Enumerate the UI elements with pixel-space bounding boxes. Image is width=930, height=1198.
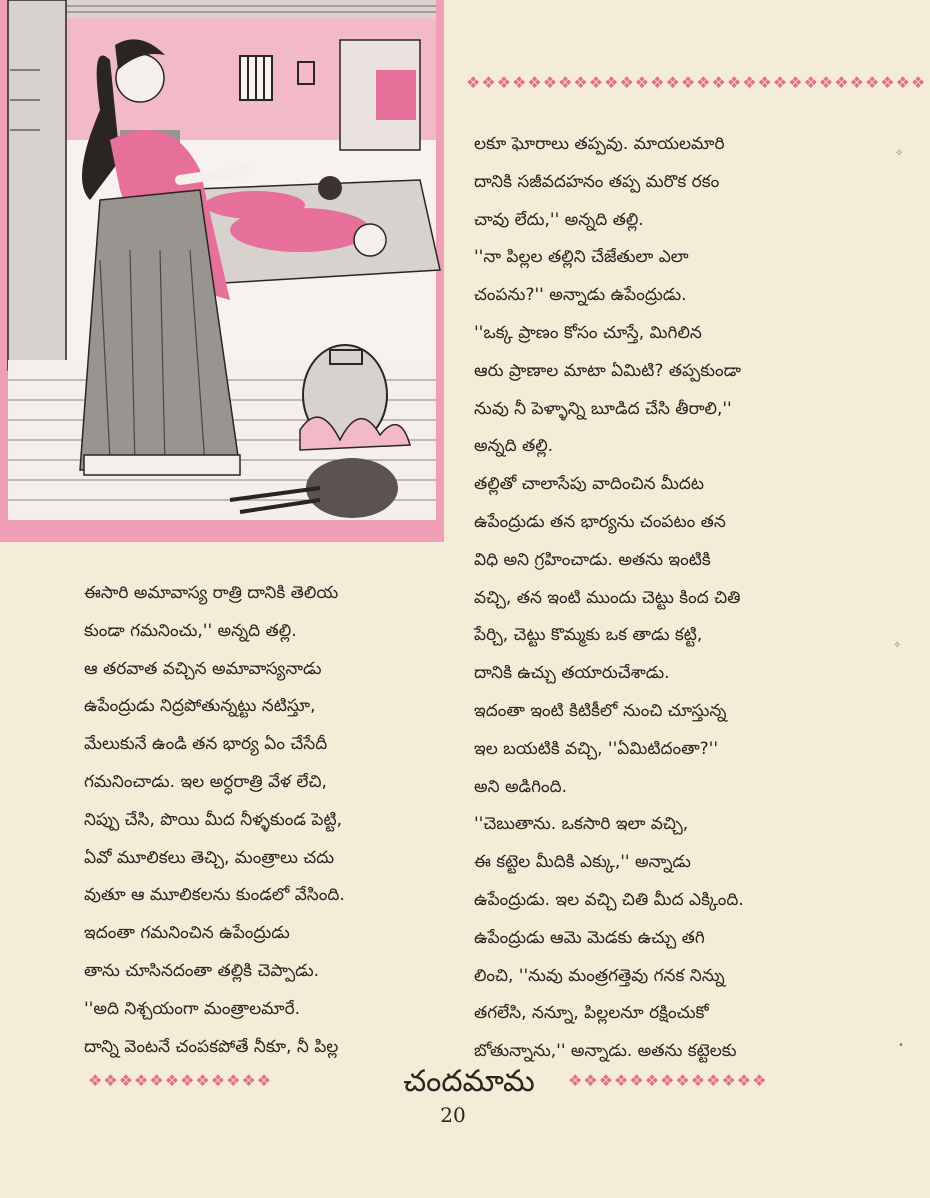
text-line: ఈసారి అమావాస్య రాత్రి దానికి తెలియ	[84, 583, 339, 603]
text-line: ఇదంతా గమనించిన ఉపేంద్రుడు	[84, 923, 290, 944]
story-illustration	[0, 0, 444, 542]
text-line: మేలుకునే ఉండి తన భార్య ఏం చేసేదీ	[84, 734, 328, 755]
text-line: వుతూ ఆ మూలికలను కుండలో వేసింది.	[84, 885, 345, 906]
text-line: అని అడిగింది.	[474, 776, 568, 797]
text-line: వచ్చి, తన ఇంటి ముందు చెట్టు కింద చితి	[474, 587, 741, 608]
text-line: ఇదంతా ఇంటి కిటికీలో నుంచి చూస్తున్న	[474, 700, 727, 721]
text-line: ''చెబుతాను. ఒకసారి ఇలా వచ్చి,	[474, 814, 689, 835]
text-line: లకూ ఘోరాలు తప్పవు. మాయలమారి	[474, 134, 725, 154]
text-line: అన్నది తల్లి.	[474, 436, 554, 457]
text-line: ఈ కట్టెల మీదికి ఎక్కు,'' అన్నాడు	[474, 852, 691, 873]
text-line: లించి, ''నువు మంత్రగత్తెవు గనక నిన్ను	[474, 965, 725, 986]
text-line: ఆ తరవాత వచ్చిన అమావాస్యనాడు	[84, 658, 322, 679]
text-line: ''ఒక్క ప్రాణం కోసం చూస్తే, మిగిలిన	[474, 322, 702, 343]
text-line: గమనించాడు. ఇల అర్ధరాత్రి వేళ లేచి,	[84, 771, 327, 792]
text-line: దాన్ని వెంటనే చంపకపోతే నీకూ, నీ పిల్ల	[84, 1036, 339, 1057]
text-line: దానికి సజీవదహనం తప్ప మరొక రకం	[474, 171, 720, 192]
text-line: ఇల బయటికి వచ్చి, ''ఏమిటిదంతా?''	[474, 738, 719, 759]
text-line: దానికి ఉచ్చు తయారుచేశాడు.	[474, 663, 670, 684]
text-line: ఏవో మూలికలు తెచ్చి, మంత్రాలు చదు	[84, 847, 335, 868]
text-line: బోతున్నాను,'' అన్నాడు. అతను కట్టెలకు	[474, 1041, 737, 1062]
text-line: నువు నీ పెళ్ళాన్ని బూడిద చేసి తీరాలి,''	[474, 398, 732, 419]
header-ornament: ❖❖❖❖❖❖❖❖❖❖❖❖❖❖❖❖❖❖❖❖❖❖❖❖❖❖❖❖❖❖	[466, 73, 927, 92]
text-line: పేర్చి, చెట్టు కొమ్మకు ఒక తాడు కట్టి,	[474, 625, 703, 646]
text-line: ఉపేంద్రుడు తన భార్యను చంపటం తన	[474, 511, 726, 532]
paper-blemish: ✧	[895, 148, 904, 159]
text-line: నిప్పు చేసి, పొయి మీద నీళ్ళకుండ పెట్టి,	[84, 809, 343, 830]
paper-blemish: ✧	[893, 640, 902, 651]
right-column-text	[474, 126, 840, 1071]
text-line: విధి అని గ్రహించాడు. అతను ఇంటికి	[474, 549, 711, 570]
text-line: తాను చూసినదంతా తల్లికి చెప్పాడు.	[84, 960, 320, 981]
paper-blemish: •	[898, 1040, 904, 1051]
text-line: ఉపేంద్రుడు. ఇల వచ్చి చితి మీద ఎక్కింది.	[474, 889, 744, 910]
text-line: చావు లేదు,'' అన్నది తల్లి.	[474, 209, 644, 230]
footer-ornament-left: ❖❖❖❖❖❖❖❖❖❖❖❖	[88, 1071, 273, 1090]
text-line: ఉపేంద్రుడు ఆమె మెడకు ఉచ్చు తగి	[474, 927, 705, 948]
text-line: చంపను?'' అన్నాడు ఉపేంద్రుడు.	[474, 285, 687, 306]
left-column-text	[84, 575, 454, 1066]
text-line: ''నా పిల్లల తల్లిని చేజేతులా ఎలా	[474, 247, 689, 268]
text-line: తగలేసి, నన్నూ, పిల్లలనూ రక్షించుకో	[474, 1003, 709, 1024]
text-line: ''అది నిశ్చయంగా మంత్రాలమారే.	[84, 998, 301, 1019]
text-line: ఆరు ప్రాణాల మాటా ఏమిటి? తప్పకుండా	[474, 360, 741, 381]
page-number: 20	[440, 1103, 466, 1127]
footer-ornament-right: ❖❖❖❖❖❖❖❖❖❖❖❖❖	[568, 1071, 768, 1090]
magazine-title: చందమామ	[403, 1064, 535, 1099]
text-line: కుండా గమనించు,'' అన్నది తల్లి.	[84, 620, 297, 641]
text-line: తల్లితో చాలాసేపు వాదించిన మీదట	[474, 474, 705, 495]
text-line: ఉపేంద్రుడు నిద్రపోతున్నట్టు నటిస్తూ,	[84, 696, 316, 717]
